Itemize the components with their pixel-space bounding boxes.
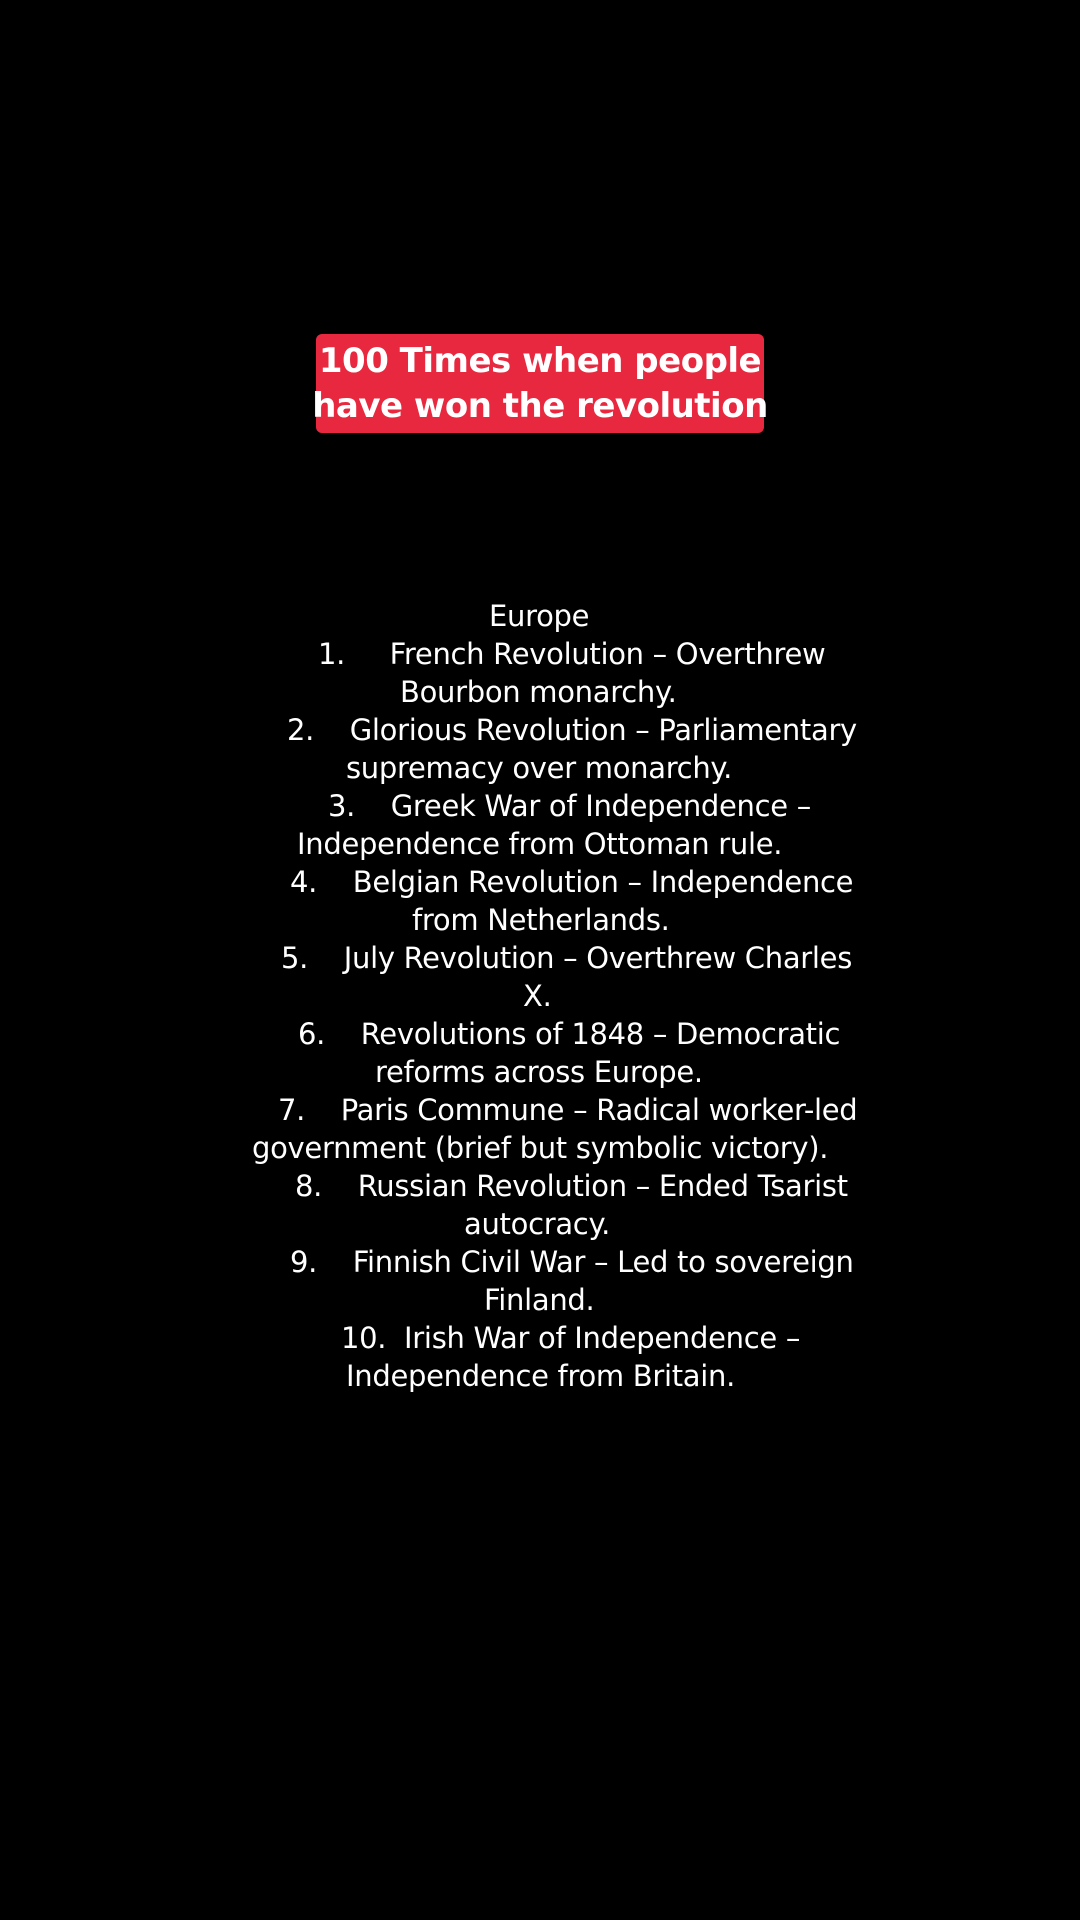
list-item: 10. Irish War of Independence – bbox=[341, 1321, 801, 1355]
title-line-1: 100 Times when people bbox=[318, 340, 762, 381]
list-item: X. bbox=[523, 979, 552, 1013]
title-banner bbox=[312, 334, 768, 433]
list-item: Independence from Ottoman rule. bbox=[297, 827, 783, 861]
list-item: 2. Glorious Revolution – Parliamentary bbox=[287, 713, 857, 747]
list-item: 7. Paris Commune – Radical worker-led bbox=[278, 1093, 858, 1127]
list-item: 5. July Revolution – Overthrew Charles bbox=[281, 941, 853, 975]
list-item: Bourbon monarchy. bbox=[400, 675, 677, 709]
list-item: 6. Revolutions of 1848 – Democratic bbox=[298, 1017, 841, 1051]
list-item: reforms across Europe. bbox=[375, 1055, 703, 1089]
list-item: 3. Greek War of Independence – bbox=[328, 789, 811, 823]
list-item: autocracy. bbox=[464, 1207, 611, 1241]
list-item: 8. Russian Revolution – Ended Tsarist bbox=[295, 1169, 848, 1203]
list-item: supremacy over monarchy. bbox=[346, 751, 733, 785]
section-heading: Europe bbox=[489, 599, 590, 633]
list-item: Finland. bbox=[484, 1283, 595, 1317]
list-item: 9. Finnish Civil War – Led to sovereign bbox=[290, 1245, 854, 1279]
list-item: from Netherlands. bbox=[412, 903, 670, 937]
list-item: government (brief but symbolic victory). bbox=[252, 1131, 829, 1165]
title-line-2: have won the revolution bbox=[312, 385, 768, 426]
list-item: 1. French Revolution – Overthrew bbox=[318, 637, 826, 671]
list-item: Independence from Britain. bbox=[346, 1359, 736, 1393]
list-item: 4. Belgian Revolution – Independence bbox=[290, 865, 854, 899]
